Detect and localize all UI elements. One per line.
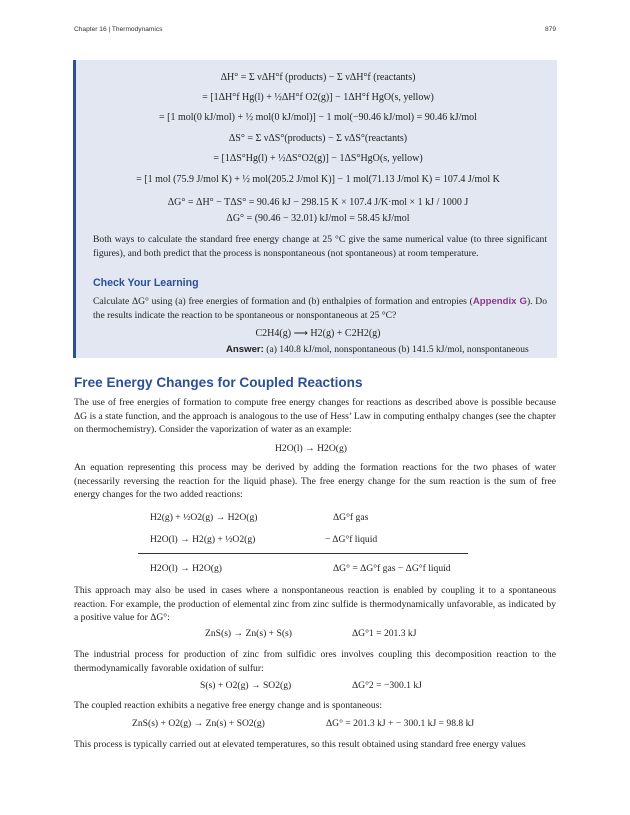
check-your-learning-text: Calculate ΔG° using (a) free energies of formation and (b) enthalpies of formation and entropies (Appendix G). Do the results indicate the reaction to be spontaneous or nonspontaneous at 25 °C?: [93, 296, 548, 321]
sum-rule: [138, 553, 468, 554]
appendix-g-link[interactable]: Appendix G: [472, 296, 527, 307]
zinc-sulfide-delta-g: ΔG°1 = 201.3 kJ: [352, 628, 417, 639]
equation-delta-g: ΔG° = ΔH° − TΔS° = 90.46 kJ − 298.15 K × 107.4 J/K·mol × 1 kJ / 1000 J: [167, 197, 469, 208]
coupled-reaction: ZnS(s) + O2(g) → Zn(s) + SO2(g): [132, 718, 265, 729]
chapter-title: Chapter 16 | Thermodynamics: [74, 26, 163, 33]
paragraph-industrial-process: The industrial process for production of zinc from sulfidic ores involves coupling this decomposition reaction to the thermodynamically favorable oxidation of sulfur:: [74, 649, 556, 674]
sum-reaction-total: H2O(l) → H2O(g): [150, 563, 222, 574]
sum-delta-g-total: ΔG° = ΔG°f gas − ΔG°f liquid: [333, 563, 451, 574]
page-number: 879: [544, 26, 556, 33]
sulfur-oxidation-delta-g: ΔG°2 = −300.1 kJ: [352, 680, 422, 691]
paragraph-formation-reactions: An equation representing this process may be derived by adding the formation reactions for the two phases of water (necessarily reversing the reaction for the liquid phase). The free energy change for the sum reaction is the sum of free energy changes for the two added reactions:: [74, 462, 556, 501]
sum-reaction-2: H2O(l) → H2(g) + ½O2(g): [150, 534, 256, 545]
equation-delta-h: ΔH° = Σ νΔH°f (products) − Σ νΔH°f (reactants): [220, 72, 416, 83]
paragraph-coupling: This approach may also be used in cases where a nonspontaneous reaction is enabled by coupling it to a spontaneous reaction. For example, the production of elemental zinc from zinc sulfide is thermodynamically unfavorable, as indicated by a positive value for ΔG°:: [74, 585, 556, 624]
equation-delta-s: ΔS° = Σ νΔS°(products) − Σ νΔS°(reactants): [228, 133, 408, 144]
vaporization-equation: H2O(l) → H2O(g): [275, 443, 347, 454]
answer-line: [226, 344, 529, 355]
equation-delta-g-result: ΔG° = (90.46 − 32.01) kJ/mol = 58.45 kJ/mol: [226, 213, 410, 224]
example-box: [73, 60, 557, 358]
paragraph-coupled-reaction: The coupled reaction exhibits a negative free energy change and is spontaneous:: [74, 700, 383, 711]
check-equation: C2H4(g) ⟶ H2(g) + C2H2(g): [255, 328, 381, 339]
answer-label: Answer:: [226, 344, 264, 355]
equation-delta-s-values: = [1 mol (75.9 J/mol K) + ½ mol(205.2 J/mol K)] − 1 mol(71.13 J/mol K) = 107.4 J/mol K: [136, 174, 500, 185]
equation-delta-h-values: = [1 mol(0 kJ/mol) + ½ mol(0 kJ/mol)] − 1 mol(−90.46 kJ/mol) = 90.46 kJ/mol: [159, 112, 477, 123]
check-your-learning-heading: Check Your Learning: [93, 277, 199, 289]
sum-delta-g-1: ΔG°f gas: [333, 512, 369, 523]
coupled-delta-g: ΔG° = 201.3 kJ + − 300.1 kJ = 98.8 kJ: [326, 718, 475, 729]
conclusion-paragraph: Both ways to calculate the standard free energy change at 25 °C give the same numerical value (to three significant figures), and both predict that the process is nonspontaneous (not spontaneous) at room temperature.: [93, 234, 547, 259]
zinc-sulfide-reaction: ZnS(s) → Zn(s) + S(s): [205, 628, 292, 639]
equation-delta-s-terms: = [1ΔS°Hg(l) + ½ΔS°O2(g)] − 1ΔS°HgO(s, yellow): [213, 153, 423, 164]
paragraph-state-function: The use of free energies of formation to compute free energy changes for reactions as described above is possible because ΔG is a state function, and the approach is analogous to the use of Hess’ Law in computing enthalpy changes (see the chapter on thermochemistry). Consider the vaporization of water as an example:: [74, 397, 556, 436]
paragraph-elevated-temperature: This process is typically carried out at elevated temperatures, so this result obtained using standard free energy values: [74, 739, 526, 750]
answer-text: (a) 140.8 kJ/mol, nonspontaneous (b) 141.5 kJ/mol, nonspontaneous: [266, 344, 529, 355]
section-title: Free Energy Changes for Coupled Reactions: [74, 375, 363, 390]
equation-delta-h-terms: = [1ΔH°f Hg(l) + ½ΔH°f O2(g)] − 1ΔH°f HgO(s, yellow): [202, 92, 434, 103]
sulfur-oxidation-reaction: S(s) + O2(g) → SO2(g): [200, 680, 292, 691]
sum-reaction-1: H2(g) + ½O2(g) → H2O(g): [150, 512, 258, 523]
sum-delta-g-2: − ΔG°f liquid: [325, 534, 378, 545]
page-header: [74, 26, 556, 38]
